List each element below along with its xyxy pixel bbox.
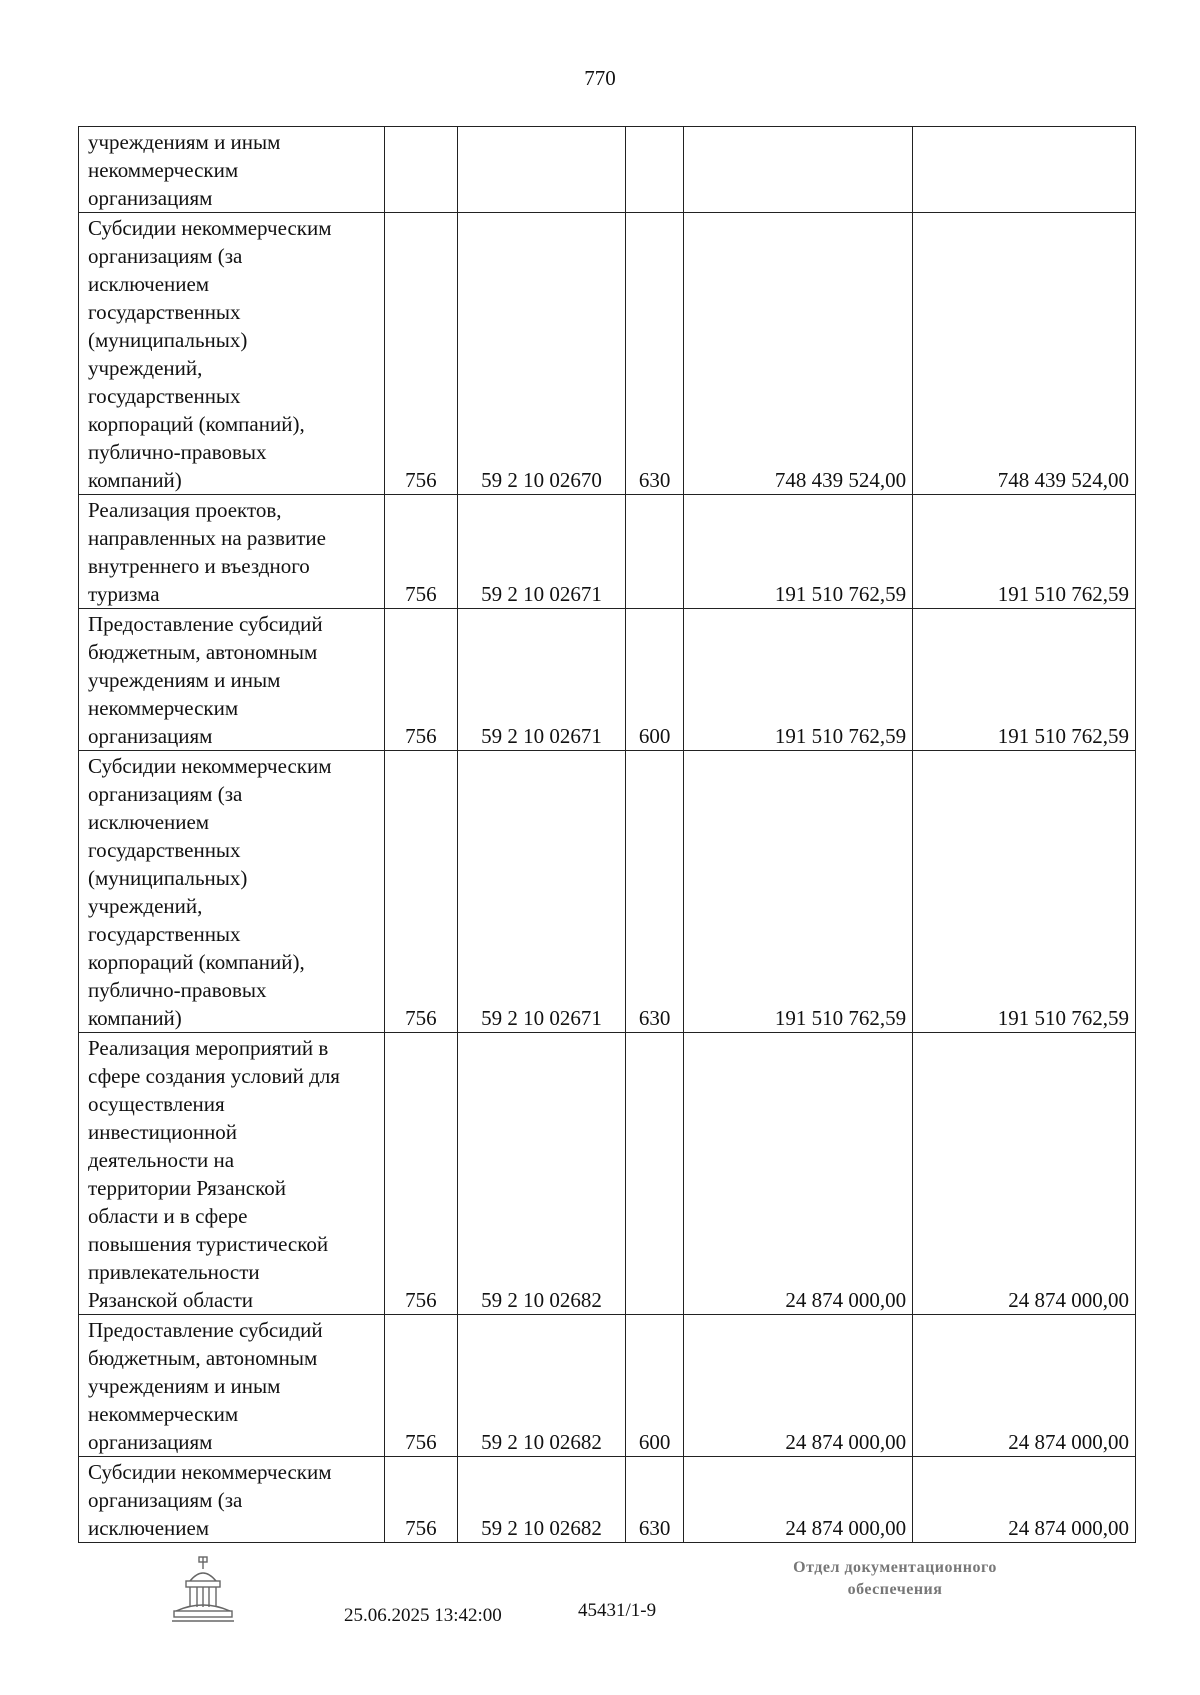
page-number: 770 <box>584 66 616 90</box>
expense-name-line: компаний) <box>88 468 182 492</box>
target-article-cell <box>457 127 626 213</box>
expense-type-cell <box>626 1033 683 1315</box>
expense-name-cell <box>79 751 385 1033</box>
expense-name-line: Субсидии некоммерческим <box>88 216 332 240</box>
amount-cell-1: 191 510 762,59 <box>683 495 912 609</box>
amount-cell-1: 24 874 000,00 <box>683 1033 912 1315</box>
expense-name-line: инвестиционной <box>88 1120 238 1144</box>
expense-name-line: государственных <box>88 300 241 324</box>
stamp-line-2: обеспечения <box>847 1581 943 1598</box>
target-article-cell: 59 2 10 02682 <box>457 1457 626 1543</box>
expense-name-line: области и в сфере <box>88 1204 248 1228</box>
expense-name-line: публично-правовых <box>88 978 267 1002</box>
expense-name-line: (муниципальных) <box>88 866 248 890</box>
expense-name-cell <box>79 609 385 751</box>
expense-name-line: Субсидии некоммерческим <box>88 1460 332 1484</box>
expense-name-line: организациям (за <box>88 782 243 806</box>
amount-cell-2: 191 510 762,59 <box>913 609 1136 751</box>
expense-name-line: некоммерческим <box>88 696 239 720</box>
expense-name-line: бюджетным, автономным <box>88 640 318 664</box>
expense-name-line: сфере создания условий для <box>88 1064 340 1088</box>
expense-name-cell <box>79 213 385 495</box>
expense-name-line: компаний) <box>88 1006 182 1030</box>
expense-name-line: Реализация проектов, <box>88 498 282 522</box>
expense-type-cell: 630 <box>626 751 683 1033</box>
expense-name-line: государственных <box>88 838 241 862</box>
expense-name-cell <box>79 495 385 609</box>
expense-name-line: учреждений, <box>88 356 203 380</box>
admin-code-cell <box>385 127 457 213</box>
table-row <box>79 609 1136 751</box>
expense-name-line: организациям (за <box>88 244 243 268</box>
expense-name-line: публично-правовых <box>88 440 267 464</box>
amount-cell-2: 24 874 000,00 <box>913 1457 1136 1543</box>
expense-name-line: некоммерческим <box>88 1402 239 1426</box>
stamp-line-1: Отдел документационного <box>793 1559 997 1576</box>
target-article-cell: 59 2 10 02671 <box>457 495 626 609</box>
expense-name-line: внутреннего и въездного <box>88 554 310 578</box>
expense-name-line: территории Рязанской <box>88 1176 286 1200</box>
expense-name-line: Субсидии некоммерческим <box>88 754 332 778</box>
expense-name-cell <box>79 1457 385 1543</box>
admin-code-cell: 756 <box>385 495 457 609</box>
target-article-cell: 59 2 10 02682 <box>457 1315 626 1457</box>
expense-name-line: исключением <box>88 810 210 834</box>
expense-name-line: организациям <box>88 186 213 210</box>
amount-cell-2: 191 510 762,59 <box>913 751 1136 1033</box>
expense-name-line: организациям <box>88 1430 213 1454</box>
admin-code-cell: 756 <box>385 609 457 751</box>
admin-code-cell: 756 <box>385 751 457 1033</box>
expense-name-line: деятельности на <box>88 1148 235 1172</box>
expense-type-cell: 600 <box>626 1315 683 1457</box>
amount-cell-1: 748 439 524,00 <box>683 213 912 495</box>
admin-code-cell: 756 <box>385 1457 457 1543</box>
expense-name-line: повышения туристической <box>88 1232 329 1256</box>
expense-name-cell <box>79 1315 385 1457</box>
expense-name-line: привлекательности <box>88 1260 260 1284</box>
expense-name-line: Предоставление субсидий <box>88 612 323 636</box>
expense-name-cell <box>79 1033 385 1315</box>
expense-name-line: учреждениям и иным <box>88 130 281 154</box>
expense-type-cell <box>626 127 683 213</box>
table-row <box>79 127 1136 213</box>
department-stamp <box>735 1557 1055 1601</box>
amount-cell-2: 24 874 000,00 <box>913 1315 1136 1457</box>
amount-cell-1: 191 510 762,59 <box>683 751 912 1033</box>
amount-cell-2: 191 510 762,59 <box>913 495 1136 609</box>
expense-name-line: корпораций (компаний), <box>88 950 305 974</box>
table-row <box>79 1033 1136 1315</box>
amount-cell-1 <box>683 127 912 213</box>
expense-name-line: учреждений, <box>88 894 203 918</box>
table-body <box>79 127 1136 1543</box>
expense-type-cell <box>626 495 683 609</box>
expense-name-cell <box>79 127 385 213</box>
amount-cell-1: 24 874 000,00 <box>683 1315 912 1457</box>
table-row <box>79 1457 1136 1543</box>
expense-name-line: туризма <box>88 582 160 606</box>
expense-name-line: (муниципальных) <box>88 328 248 352</box>
expense-name-line: организациям (за <box>88 1488 243 1512</box>
expense-type-cell: 630 <box>626 213 683 495</box>
amount-cell-2: 748 439 524,00 <box>913 213 1136 495</box>
target-article-cell: 59 2 10 02671 <box>457 609 626 751</box>
footer-document-number: 45431/1-9 <box>578 1600 657 1621</box>
expense-name-line: Предоставление субсидий <box>88 1318 323 1342</box>
amount-cell-2: 24 874 000,00 <box>913 1033 1136 1315</box>
expense-name-line: исключением <box>88 1516 210 1540</box>
amount-cell-1: 24 874 000,00 <box>683 1457 912 1543</box>
expense-name-line: государственных <box>88 922 241 946</box>
expense-type-cell: 600 <box>626 609 683 751</box>
target-article-cell: 59 2 10 02671 <box>457 751 626 1033</box>
expense-name-line: организациям <box>88 724 213 748</box>
table-row <box>79 213 1136 495</box>
expense-name-line: исключением <box>88 272 210 296</box>
expense-name-line: корпораций (компаний), <box>88 412 305 436</box>
expense-name-line: некоммерческим <box>88 158 239 182</box>
expense-type-cell: 630 <box>626 1457 683 1543</box>
amount-cell-1: 191 510 762,59 <box>683 609 912 751</box>
expense-name-line: учреждениям и иным <box>88 668 281 692</box>
expense-name-line: учреждениям и иным <box>88 1374 281 1398</box>
admin-code-cell: 756 <box>385 1315 457 1457</box>
government-building-emblem-icon <box>170 1555 236 1625</box>
expense-name-line: бюджетным, автономным <box>88 1346 318 1370</box>
footer-datetime: 25.06.2025 13:42:00 <box>344 1605 502 1626</box>
expense-name-line: направленных на развитие <box>88 526 326 550</box>
table-row <box>79 751 1136 1033</box>
target-article-cell: 59 2 10 02682 <box>457 1033 626 1315</box>
amount-cell-2 <box>913 127 1136 213</box>
table-row <box>79 495 1136 609</box>
expense-name-line: осуществления <box>88 1092 225 1116</box>
expense-name-line: государственных <box>88 384 241 408</box>
admin-code-cell: 756 <box>385 213 457 495</box>
table-row <box>79 1315 1136 1457</box>
expense-name-line: Рязанской области <box>88 1288 254 1312</box>
expense-name-line: Реализация мероприятий в <box>88 1036 329 1060</box>
target-article-cell: 59 2 10 02670 <box>457 213 626 495</box>
budget-table <box>78 126 1136 1543</box>
admin-code-cell: 756 <box>385 1033 457 1315</box>
